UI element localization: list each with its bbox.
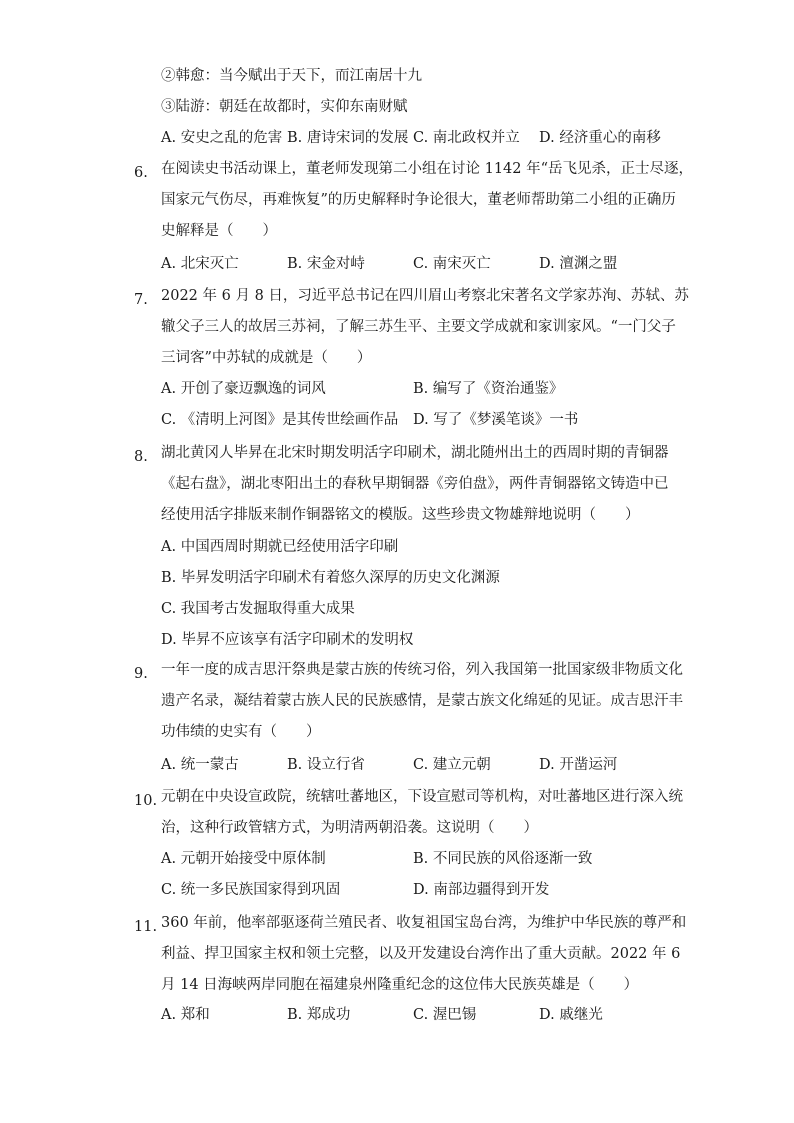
q11-option-d[interactable]: D. 戚继光 [539, 1007, 603, 1023]
q9-stem-line-2: 遗产名录，凝结着蒙古族人民的民族感情，是蒙古族文化绵延的见证。成吉思汗丰 [161, 693, 683, 709]
q8-stem-line-2: 《起右盘》，湖北枣阳出土的春秋早期铜器《旁伯盘》，两件青铜器铭文铸造中已 [161, 476, 669, 492]
q5-option-a[interactable]: A. 安史之乱的危害 [161, 130, 283, 146]
q8-stem-line-1: 湖北黄冈人毕昇在北宋时期发明活字印刷术，湖北随州出土的西周时期的青铜器 [161, 445, 669, 461]
q5-option-d[interactable]: D. 经济重心的南移 [539, 130, 661, 146]
q10-option-b[interactable]: B. 不同民族的风俗逐渐一致 [413, 851, 593, 867]
q7-stem-line-2: 辙父子三人的故居三苏祠，了解三苏生平、主要文学成就和家训家风。“一门父子 [161, 319, 676, 335]
q7-stem-line-3: 三词客”中苏轼的成就是（ ） [161, 350, 372, 366]
q6-stem-line-1: 在阅读史书活动课上，董老师发现第二小组在讨论 1142 年“岳飞见杀，正士尽逐， [161, 161, 694, 177]
q8-number: 8. [134, 449, 148, 465]
q8-option-c[interactable]: C. 我国考古发掘取得重大成果 [161, 601, 355, 617]
q11-number: 11. [134, 919, 158, 935]
q5-option-b[interactable]: B. 唐诗宋词的发展 [287, 130, 409, 146]
q6-option-d[interactable]: D. 澶渊之盟 [539, 256, 618, 272]
q10-number: 10. [134, 793, 158, 809]
q8-option-b[interactable]: B. 毕昇发明活字印刷术有着悠久深厚的历史文化渊源 [161, 570, 500, 586]
quote-han-yu: ②韩愈：当今赋出于天下，而江南居十九 [161, 68, 422, 84]
q7-stem-line-1: 2022 年 6 月 8 日，习近平总书记在四川眉山考察北宋著名文学家苏洵、苏轼、苏 [161, 288, 689, 304]
q10-option-d[interactable]: D. 南部边疆得到开发 [413, 882, 550, 898]
q7-option-c[interactable]: C. 《清明上河图》是其传世绘画作品 [161, 412, 399, 428]
q7-option-d[interactable]: D. 写了《梦溪笔谈》一书 [413, 412, 579, 428]
q10-stem-line-1: 元朝在中央设宣政院，统辖吐蕃地区，下设宣慰司等机构，对吐蕃地区进行深入统 [161, 789, 683, 805]
q11-option-a[interactable]: A. 郑和 [161, 1007, 210, 1023]
q8-stem-line-3: 经使用活字排版来制作铜器铭文的模版。这些珍贵文物雄辩地说明（ ） [161, 507, 640, 523]
q7-number: 7. [134, 292, 148, 308]
q9-option-a[interactable]: A. 统一蒙古 [161, 757, 239, 773]
q7-option-a[interactable]: A. 开创了豪迈飘逸的词风 [161, 381, 326, 397]
q8-option-d[interactable]: D. 毕昇不应该享有活字印刷术的发明权 [161, 632, 414, 648]
q9-stem-line-3: 功伟绩的史实有（ ） [161, 724, 321, 740]
q11-stem-line-1: 360 年前，他率部驱逐荷兰殖民者、收复祖国宝岛台湾，为维护中华民族的尊严和 [161, 915, 687, 931]
quote-lu-you: ③陆游：朝廷在故都时，实仰东南财赋 [161, 99, 408, 115]
q11-stem-line-2: 利益、捍卫国家主权和领土完整，以及开发建设台湾作出了重大贡献。2022 年 6 [161, 946, 681, 962]
q6-stem-line-3: 史解释是（ ） [161, 223, 277, 239]
q8-option-a[interactable]: A. 中国西周时期就已经使用活字印刷 [161, 539, 399, 555]
q10-option-a[interactable]: A. 元朝开始接受中原体制 [161, 851, 326, 867]
q11-option-b[interactable]: B. 郑成功 [287, 1007, 351, 1023]
q6-option-a[interactable]: A. 北宋灭亡 [161, 256, 239, 272]
q9-stem-line-1: 一年一度的成吉思汗祭典是蒙古族的传统习俗，列入我国第一批国家级非物质文化 [161, 662, 683, 678]
q10-option-c[interactable]: C. 统一多民族国家得到巩固 [161, 882, 341, 898]
q9-option-d[interactable]: D. 开凿运河 [539, 757, 618, 773]
q7-option-b[interactable]: B. 编写了《资治通鉴》 [413, 381, 564, 397]
q11-option-c[interactable]: C. 渥巴锡 [413, 1007, 477, 1023]
q11-stem-line-3: 月 14 日海峡两岸同胞在福建泉州隆重纪念的这位伟大民族英雄是（ ） [161, 977, 639, 993]
q6-option-c[interactable]: C. 南宋灭亡 [413, 256, 491, 272]
q6-option-b[interactable]: B. 宋金对峙 [287, 256, 365, 272]
q10-stem-line-2: 治，这种行政管辖方式，为明清两朝沿袭。这说明（ ） [161, 820, 538, 836]
q9-number: 9. [134, 666, 148, 682]
q6-number: 6. [134, 165, 148, 181]
q6-stem-line-2: 国家元气伤尽，再难恢复”的历史解释时争论很大，董老师帮助第二小组的正确历 [161, 192, 676, 208]
q5-option-c[interactable]: C. 南北政权并立 [413, 130, 520, 146]
q9-option-b[interactable]: B. 设立行省 [287, 757, 365, 773]
q9-option-c[interactable]: C. 建立元朝 [413, 757, 491, 773]
